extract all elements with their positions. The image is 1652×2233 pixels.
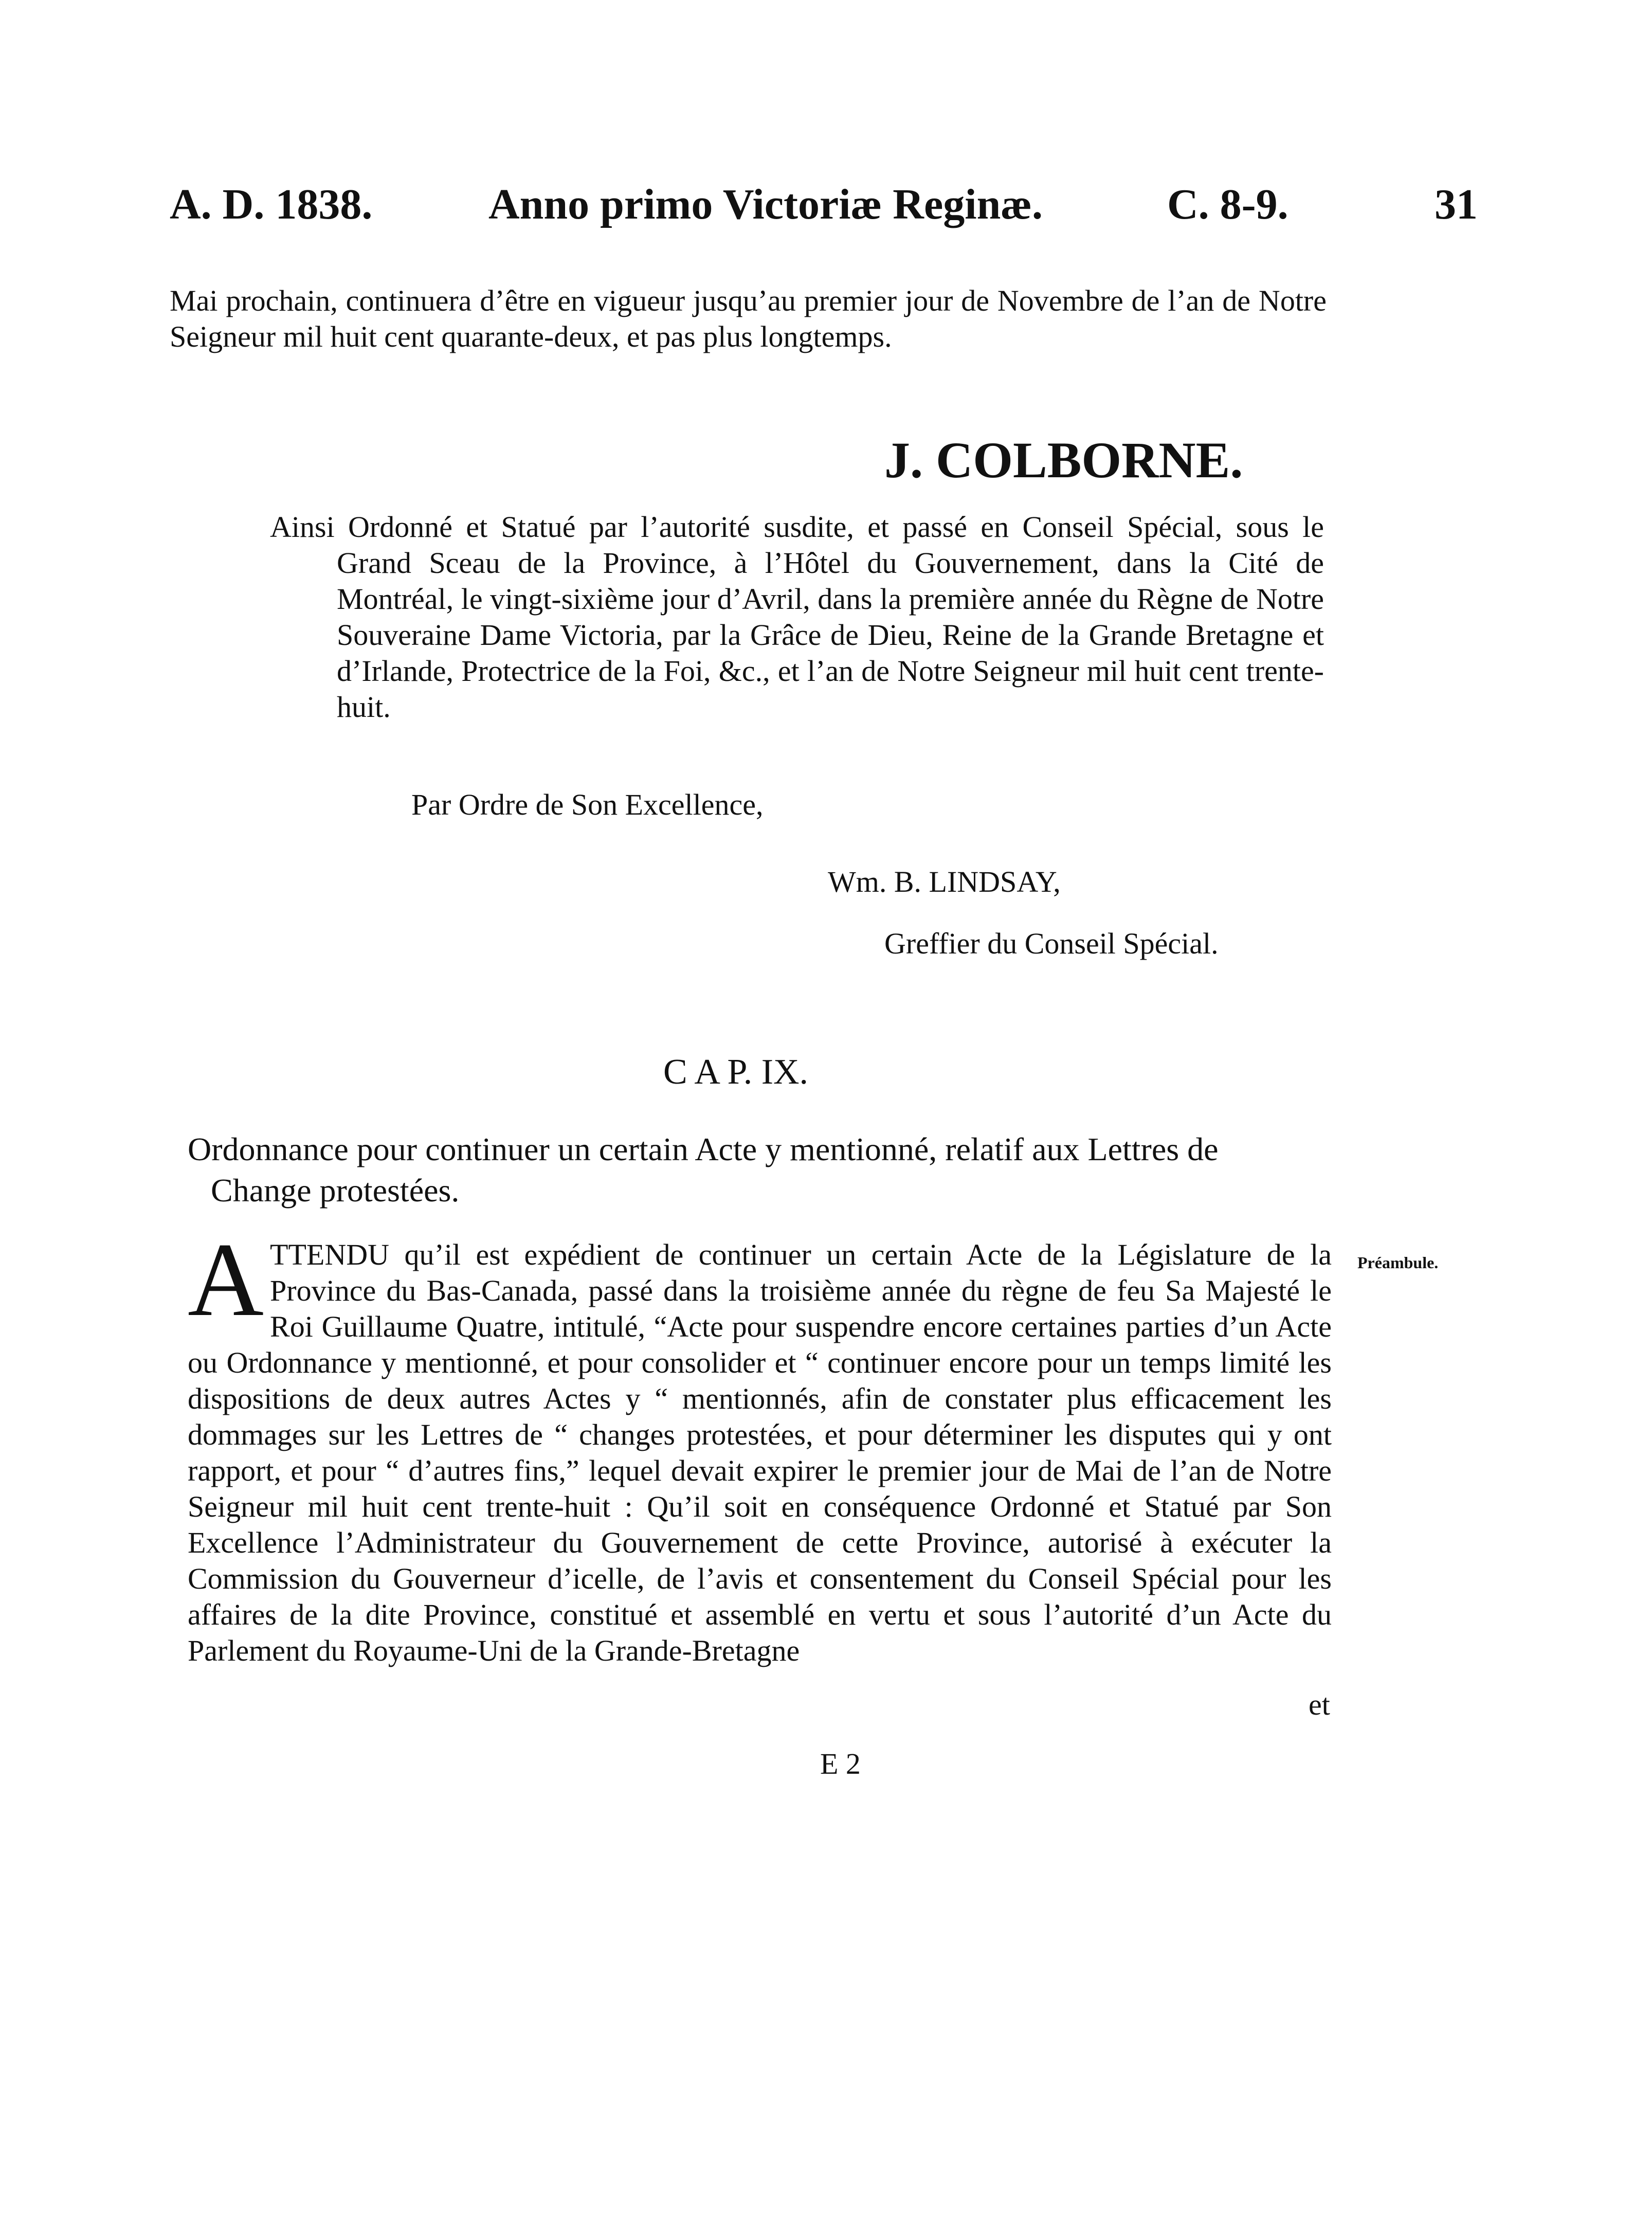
preamble-paragraph (188, 1221, 1332, 1669)
secretary-title: Greffier du Conseil Spécial. (884, 927, 1219, 960)
signature-mark: E 2 (820, 1747, 861, 1780)
header-year: A. D. 1838. (170, 181, 373, 228)
chapter-title: Ordonnance pour continuer un certain Acte y mentionné, relatif aux Lettres de Change protestées. (188, 1131, 1219, 1209)
governor-signature: J. COLBORNE. (884, 431, 1243, 489)
enactment-clause (270, 509, 1324, 725)
secretary-name: Wm. B. LINDSAY, (828, 865, 1061, 898)
enactment-text: Ainsi Ordonné et Statué par l’autorité susdite, et passé en Conseil Spécial, sous le Grand Sceau de la Province, à l’Hôtel du Gouvernement, dans la Cité de Montréal, le vingt-sixième jour d’Avril, dans la première année du Règne de Notre Souveraine Dame Victoria, par la Grâce de Dieu, Reine de la Grande Bretagne et d’Irlande, Protectrice de la Foi, &c., et l’an de Notre Seigneur mil huit cent trente-huit. (270, 510, 1324, 724)
drop-cap: A (188, 1221, 264, 1338)
margin-note: Préambule. (1357, 1253, 1439, 1272)
catchword: et (1309, 1688, 1330, 1721)
header-title: Anno primo Victoriæ Reginæ. (488, 181, 1043, 228)
chapter-title-block (188, 1129, 1324, 1211)
continuation-paragraph (170, 283, 1327, 355)
running-header (170, 179, 1486, 230)
preamble-text: TTENDU qu’il est expédient de continuer un certain Acte de la Législature de la Province du Bas-Canada, passé dans la troisième année du règne de feu Sa Majesté le Roi Guillaume Quatre, intitulé, “Acte pour suspendre encore certaines parties d’un Acte ou Ordonnance y mentionné, et pour consolider et “ continuer encore pour un temps limité les dispositions de deux autres Actes y “ mentionnés, afin de constater plus efficacement les dommages sur les Lettres de “ changes protestées, et pour déterminer les disputes qui y ont rapport, et pour “ d’autres fins,” lequel devait expirer le premier jour de Mai de l’an de Notre Seigneur mil huit cent trente-huit : Qu’il soit en conséquence Ordonné et Statué par Son Excellence l’Administrateur du Gouvernement de cette Province, autorisé à exécuter la Commission du Gouverneur d’icelle, de l’avis et consentement du Conseil Spécial pour les affaires de la dite Province, constitué et assemblé en vertu et sous l’autorité d’un Acte du Parlement du Royaume-Uni de la Grande-Bretagne (188, 1238, 1332, 1667)
header-chapters: C. 8-9. (1167, 181, 1288, 228)
continuation-text: Mai prochain, continuera d’être en vigueur jusqu’au premier jour de Novembre de l’an de Notre Seigneur mil huit cent quarante-deux, et pas plus longtemps. (170, 284, 1327, 353)
order-line: Par Ordre de Son Excellence, (411, 788, 764, 821)
chapter-number: C A P. IX. (663, 1052, 809, 1092)
page-number: 31 (1435, 181, 1478, 228)
